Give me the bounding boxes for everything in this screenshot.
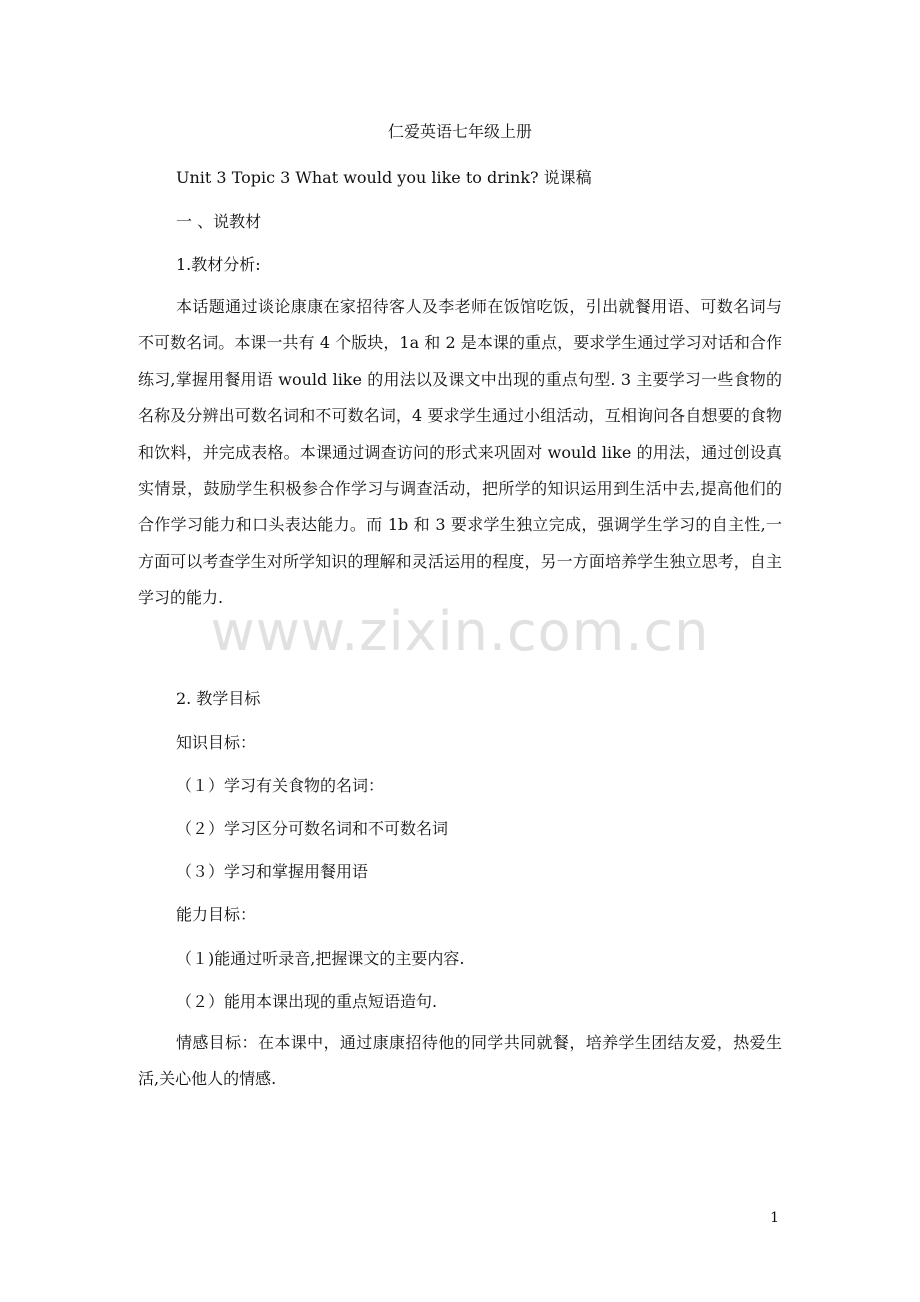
ability-item: （２）能用本课出现的重点短语造句. <box>176 992 438 1011</box>
ability-item: （１)能通过听录音,把握课文的主要内容. <box>176 949 465 968</box>
analysis-paragraph: 本话题通过谈论康康在家招待客人及李老师在饭馆吃饭，引出就餐用语、可数名词与不可数名词。本课一共有 4 个版块，1a 和 2 是本课的重点，要求学生通过学习对话和合作练习,掌握用餐用语 would like 的用法以及课文中出现的重点句型. 3 主要学习一些食物的名称及分辨出可数名词和不可数名词，4 要求学生通过小组活动，互相询问各自想要的食物和饮料，并完成表格。本课通过调查访问的形式来巩固对 would like 的用法，通过创设真实情景，鼓励学生积极参合作学习与调查活动，把所学的知识运用到生活中去,提高他们的合作学习能力和口头表达能力。而 1b 和 3 要求学生独立完成，强调学生学习的自主性,一方面可以考查学生对所学知识的理解和灵活运用的程度，另一方面培养学生独立思考，自主学习的能力. <box>138 297 782 608</box>
knowledge-item: （１）学习有关食物的名词： <box>176 776 385 795</box>
watermark: www.zixin.com.cn <box>210 600 710 663</box>
knowledge-objectives-heading: 知识目标： <box>176 733 257 752</box>
document-title: 仁爱英语七年级上册 <box>387 122 532 141</box>
knowledge-item: （３）学习和掌握用餐用语 <box>176 862 369 881</box>
knowledge-item: （２）学习区分可数名词和不可数名词 <box>176 819 449 838</box>
section-heading-textbook: 一 、说教材 <box>176 212 262 231</box>
ability-objectives-heading: 能力目标： <box>176 905 257 924</box>
section-heading-objectives: 2. 教学目标 <box>176 689 261 708</box>
section-heading-analysis: 1.教材分析: <box>176 255 261 274</box>
document-subtitle: Unit 3 Topic 3 What would you like to drink? 说课稿 <box>176 168 592 187</box>
page-number: 1 <box>770 1210 779 1226</box>
emotion-objectives-paragraph: 情感目标：在本课中，通过康康招待他的同学共同就餐，培养学生团结友爱，热爱生活,关心他人的情感. <box>138 1033 782 1089</box>
